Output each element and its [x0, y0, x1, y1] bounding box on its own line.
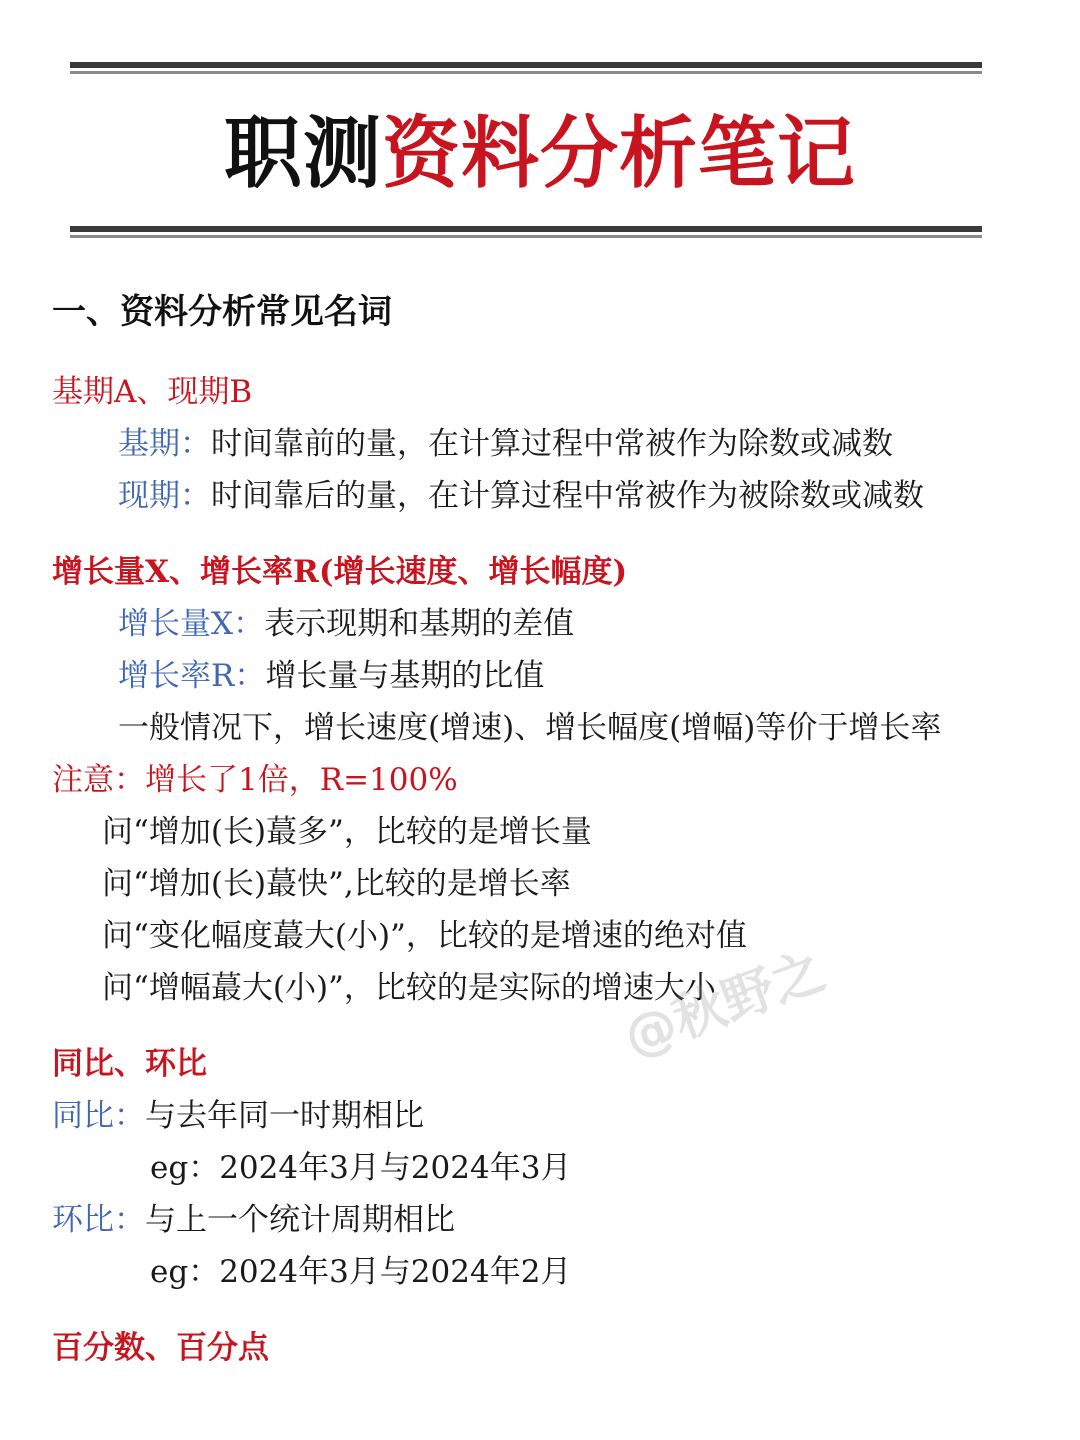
base-definition [118, 424, 893, 464]
current-label: 现期： [118, 478, 211, 514]
section-heading: 一、资料分析常见名词 [52, 292, 392, 332]
growth-rate-label: 增长率R： [118, 658, 266, 694]
growth-heading: 增长量X、增长率R(增长速度、增长幅度) [52, 554, 628, 590]
mom-definition [52, 1200, 455, 1240]
yoy-label: 同比： [52, 1098, 145, 1134]
current-text: 时间靠后的量，在计算过程中常被作为被除数或减数 [211, 478, 924, 514]
growth-equivalence: 一般情况下，增长速度(增速)、增长幅度(增幅)等价于增长率 [118, 710, 942, 746]
title-black-part: 职测 [223, 108, 382, 199]
current-definition [118, 476, 924, 516]
growth-note: 注意：增长了1倍，R=100% [52, 762, 458, 798]
growth-amount-text: 表示现期和基期的差值 [264, 606, 575, 642]
page-title [0, 104, 1080, 204]
top-divider [70, 62, 982, 74]
mom-example: eg：2024年3月与2024年2月 [150, 1254, 572, 1290]
percent-heading: 百分数、百分点 [52, 1330, 269, 1366]
author-watermark: @秋野之 [616, 941, 833, 1069]
growth-rate-definition [118, 656, 544, 696]
bottom-divider [70, 226, 982, 238]
base-text: 时间靠前的量，在计算过程中常被作为除数或减数 [211, 426, 893, 462]
yoy-mom-heading: 同比、环比 [52, 1046, 207, 1082]
mom-text: 与上一个统计周期相比 [145, 1202, 455, 1238]
growth-question-2: 问“增加(长)蕞快”,比较的是增长率 [102, 866, 571, 902]
growth-amount-definition [118, 604, 574, 644]
title-red-part: 资料分析笔记 [382, 108, 857, 199]
growth-question-1: 问“增加(长)蕞多”，比较的是增长量 [102, 814, 592, 850]
base-current-heading: 基期A、现期B [52, 374, 253, 410]
growth-rate-text: 增长量与基期的比值 [265, 658, 545, 694]
yoy-definition [52, 1096, 424, 1136]
base-label: 基期： [118, 426, 211, 462]
growth-question-4: 问“增幅蕞大(小)”，比较的是实际的增速大小 [102, 970, 716, 1006]
mom-label: 环比： [52, 1202, 145, 1238]
growth-question-3: 问“变化幅度蕞大(小)”，比较的是增速的绝对值 [102, 918, 747, 954]
yoy-text: 与去年同一时期相比 [145, 1098, 424, 1134]
yoy-example: eg：2024年3月与2024年3月 [150, 1150, 572, 1186]
growth-amount-label: 增长量X： [118, 606, 265, 642]
